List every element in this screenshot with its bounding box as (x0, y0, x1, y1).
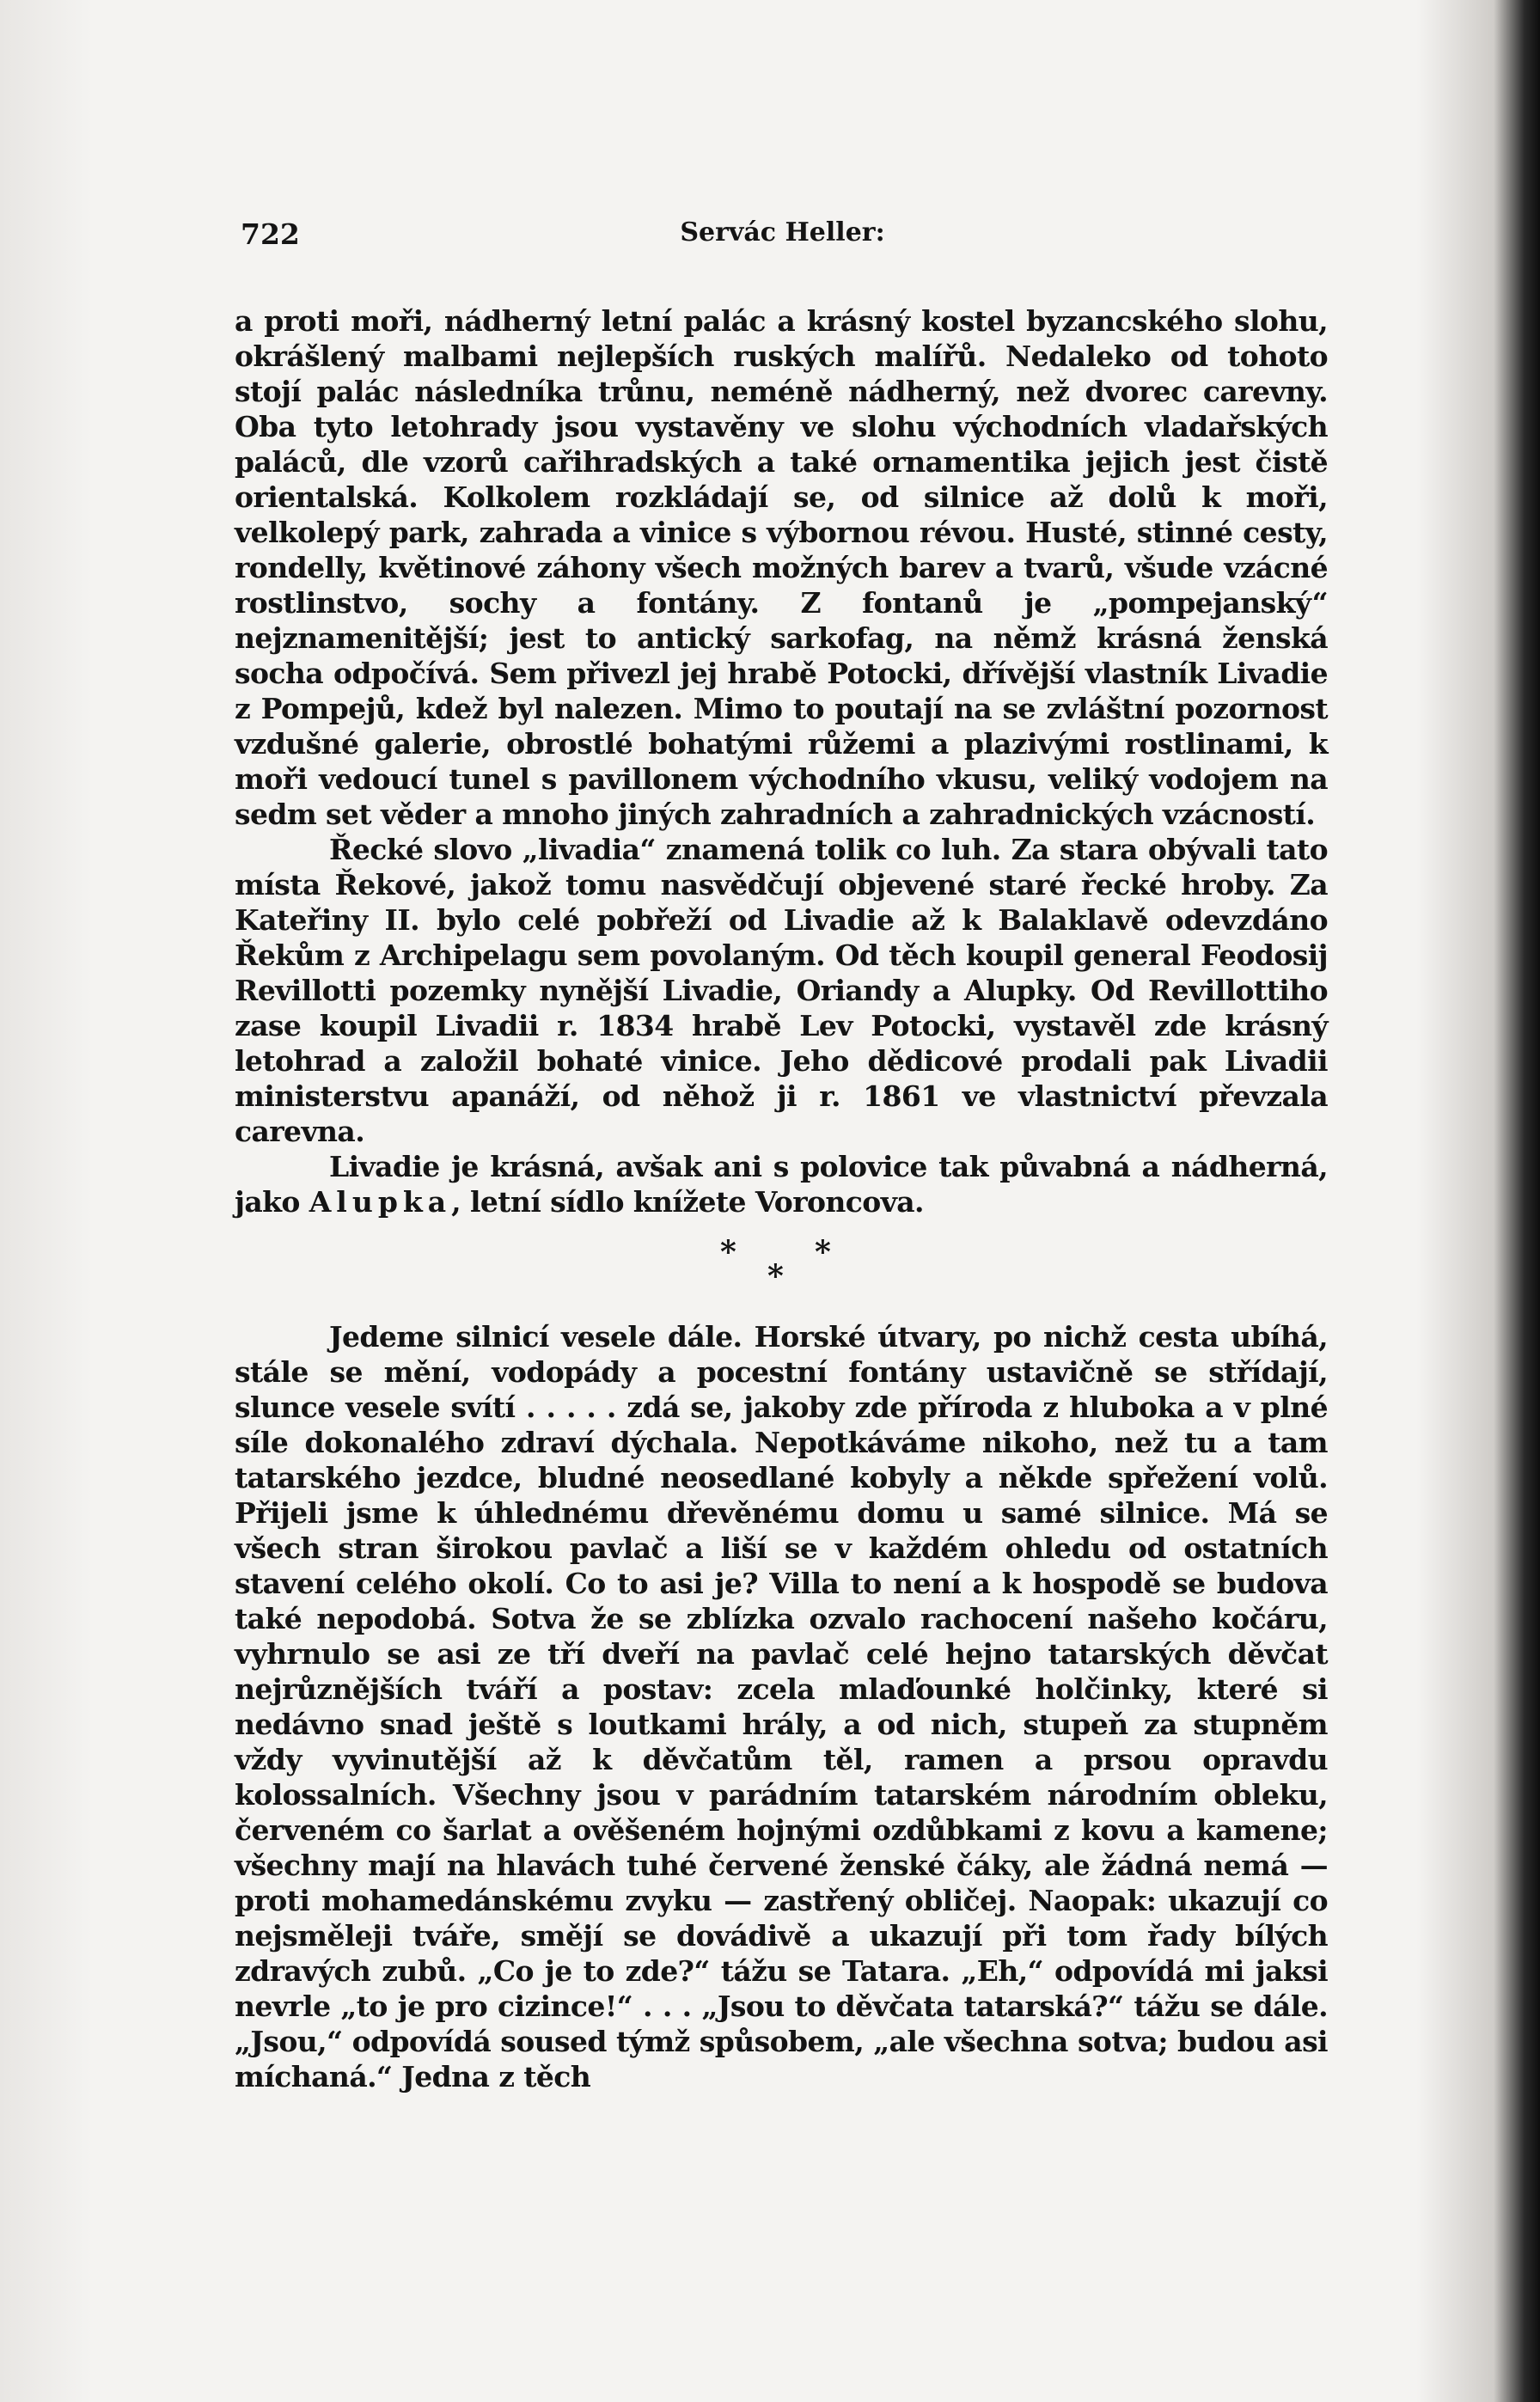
page-number: 722 (241, 217, 300, 251)
asterism-star-right: * (815, 1234, 831, 1270)
running-head: Servác Heller: (680, 217, 885, 248)
paragraph-livadia-history: Řecké slovo „livadia“ znamená tolik co luh. Za stara obývali tato místa Řekové, jakož tomu nasvědčují objevené staré řecké hroby. Za Kateřiny II. bylo celé pobřeží od Livadie až k Balaklavě odevzdáno Řekům z Archipelagu sem povolaným. Od těch koupil general Feodosij Revillotti pozemky nynější Livadie, Oriandy a Alupky. Od Revillottiho zase koupil Livadii r. 1834 hrabě Lev Potocki, vystavěl zde krásný letohrad a založil bohaté vinice. Jeho dědicové prodali pak Livadii ministerstvu apanáží, od něhož ji r. 1861 ve vlastnictví převzala carevna. (235, 833, 1328, 1148)
asterism-star-bottom: * (767, 1258, 784, 1294)
alupka-sentence-end: , letní sídlo knížete Voroncova. (451, 1185, 924, 1219)
alupka-emphasis: Alupka (309, 1185, 452, 1219)
paragraph-palace: a proti moři, nádherný letní palác a krásný kostel byzancského slohu, okrášlený malbami nejlepších ruských malířů. Nedaleko od tohoto stojí palác následníka trůnu, neméně nádherný, než dvorec carevny. Oba tyto letohrady jsou vystavěny ve slohu východních vladařských paláců, dle vzorů cařihradských a také ornamentika jejich jest čistě orientalská. Kolkolem rozkládají se, od silnice až dolů k moři, velkolepý park, zahrada a vinice s výbornou révou. Husté, stinné cesty, rondelly, květinové záhony všech možných barev a tvarů, všude vzácné rostlinstvo, sochy a fontány. Z fontanů je „pompejanský“ nejznamenitější; jest to antický sarkofag, na němž krásná ženská socha odpočívá. Sem přivezl jej hrabě Potocki, dřívější vlastník Livadie z Pompejů, kdež byl nalezen. Mimo to poutají na se zvláštní pozornost vzdušné galerie, obrostlé bohatými růžemi a plazivými rostlinami, k moři vedoucí tunel s pavillonem východního vkusu, veliký vodojem na sedm set věder a mnoho jiných zahradních a zahradnických vzácností. (235, 304, 1328, 831)
paragraph-journey: Jedeme silnicí vesele dále. Horské útvary, po nichž cesta ubíhá, stále se mění, vodopády a pocestní fontány ustavičně se střídají, slunce vesele svítí . . . . . zdá se, jakoby zde příroda z hluboka a v plné síle dokonalého zdraví dýchala. Nepotkáváme nikoho, než tu a tam tatarského jezdce, bludné neosedlané kobyly a někde spřežení volů. Přijeli jsme k úhlednému dřevěnému domu u samé silnice. Má se všech stran širokou pavlač a liší se v každém ohledu od ostatních stavení celého okolí. Co to asi je? Villa to není a k hospodě se budova také nepodobá. Sotva že se zblízka ozvalo rachocení našeho kočáru, vyhrnulo se asi ze tří dveří na pavlač celé hejno tatarských děvčat nejrůznějších tváří a postav: zcela mlaďounké holčinky, které si nedávno snad ještě s loutkami hrály, a od nich, stupeň za stupněm vždy vyvinutější až k děvčatům těl, ramen a prsou opravdu kolossalních. Všechny jsou v parádním tatarském národním obleku, červeném co šarlat a ověšeném hojnými ozdůbkami z kovu a kamene; všechny mají na hlavách tuhé červené ženské čáky, ale žádná nemá — proti mohamedánskému zvyku — zastřený obličej. Naopak: ukazují co nejsměleji tváře, smějí se dovádivě a ukazují při tom řady bílých zdravých zubů. „Co je to zde?“ tážu se Tatara. „Eh,“ odpovídá mi jaksi nevrle „to je pro cizince!“ . . . „Jsou to děvčata tatarská?“ tážu se dále. „Jsou,“ odpovídá soused týmž spůsobem, „ale všechna sotva; budou asi míchaná.“ Jedna z těch (235, 1320, 1328, 2093)
paragraph-alupka (235, 1149, 1328, 1219)
body-text (235, 303, 1328, 2094)
asterism-star-left: * (720, 1234, 736, 1270)
alupka-sentence-start: Livadie je krásná, avšak ani s polovice tak půvabná a nádherná, jako (235, 1150, 1328, 1219)
section-divider-asterism (235, 1232, 1328, 1313)
page-header (239, 217, 1326, 260)
